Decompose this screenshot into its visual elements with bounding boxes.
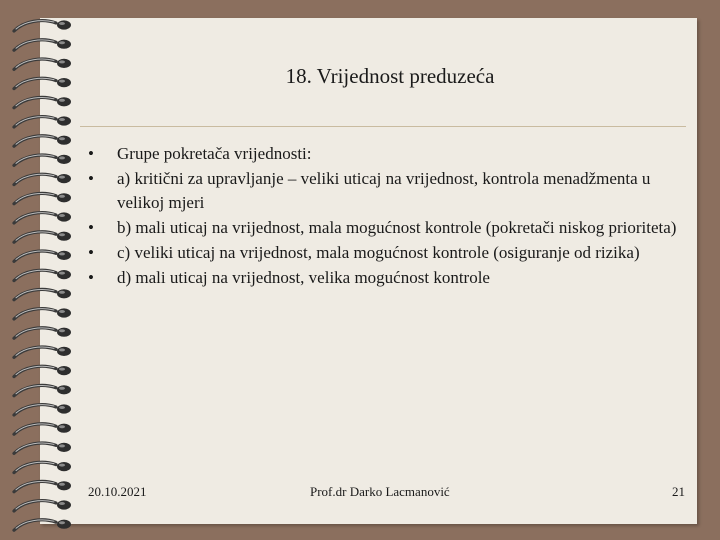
- spiral-binding-ring-icon: [14, 443, 71, 454]
- bullet-item: [88, 266, 688, 290]
- bullet-text: a) kritični za upravljanje – veliki uticaj na vrijednost, kontrola menadžmenta u velikoj mjeri: [117, 169, 651, 212]
- spiral-binding-ring-icon: [14, 40, 71, 51]
- spiral-binding-ring-icon: [14, 251, 71, 262]
- spiral-binding-ring-icon: [14, 347, 71, 358]
- spiral-binding-ring-icon: [14, 481, 71, 492]
- bullet-marker: •: [88, 243, 94, 262]
- spiral-binding-ring-icon: [14, 462, 71, 473]
- spiral-binding-ring-icon: [14, 404, 71, 415]
- spiral-binding-ring-icon: [14, 385, 71, 396]
- spiral-binding-ring-icon: [14, 78, 71, 89]
- spiral-binding-ring-icon: [14, 193, 71, 204]
- bullet-marker: •: [88, 218, 94, 237]
- bullet-list: [88, 142, 688, 291]
- bullet-item: [88, 216, 688, 240]
- spiral-binding-ring-icon: [14, 97, 71, 108]
- spiral-binding-ring-icon: [14, 59, 71, 70]
- spiral-binding-ring-icon: [14, 366, 71, 377]
- spiral-binding-ring-icon: [14, 174, 71, 185]
- bullet-item: [88, 241, 688, 265]
- spiral-binding-ring-icon: [14, 270, 71, 281]
- bullet-text: d) mali uticaj na vrijednost, velika mogućnost kontrole: [117, 268, 490, 287]
- bullet-item: [88, 167, 688, 215]
- spiral-binding-ring-icon: [14, 212, 71, 223]
- bullet-marker: •: [88, 268, 94, 287]
- footer-author: Prof.dr Darko Lacmanović: [310, 484, 450, 499]
- spiral-binding-ring-icon: [14, 308, 71, 319]
- bullet-text: Grupe pokretača vrijednosti:: [117, 144, 312, 163]
- spiral-binding: [0, 0, 90, 540]
- spiral-binding-ring-icon: [14, 500, 71, 511]
- spiral-binding-ring-icon: [14, 328, 71, 339]
- spiral-binding-ring-icon: [14, 520, 71, 531]
- slide-title: 18. Vrijednost preduzeća: [285, 64, 495, 88]
- spiral-binding-ring-icon: [14, 20, 71, 31]
- bullet-marker: •: [88, 169, 94, 188]
- bullet-text: c) veliki uticaj na vrijednost, mala mogućnost kontrole (osiguranje od rizika): [117, 243, 640, 262]
- footer-page-number: 21: [672, 484, 685, 499]
- bullet-marker: •: [88, 144, 94, 163]
- spiral-binding-ring-icon: [14, 155, 71, 166]
- bullet-text: b) mali uticaj na vrijednost, mala mogućnost kontrole (pokretači niskog prioriteta): [117, 218, 677, 237]
- footer-date: 20.10.2021: [88, 484, 147, 499]
- spiral-binding-ring-icon: [14, 116, 71, 127]
- spiral-binding-ring-icon: [14, 289, 71, 300]
- title-divider: [80, 126, 686, 127]
- bullet-item: [88, 142, 688, 166]
- spiral-binding-ring-icon: [14, 424, 71, 435]
- spiral-binding-ring-icon: [14, 232, 71, 243]
- spiral-binding-ring-icon: [14, 136, 71, 147]
